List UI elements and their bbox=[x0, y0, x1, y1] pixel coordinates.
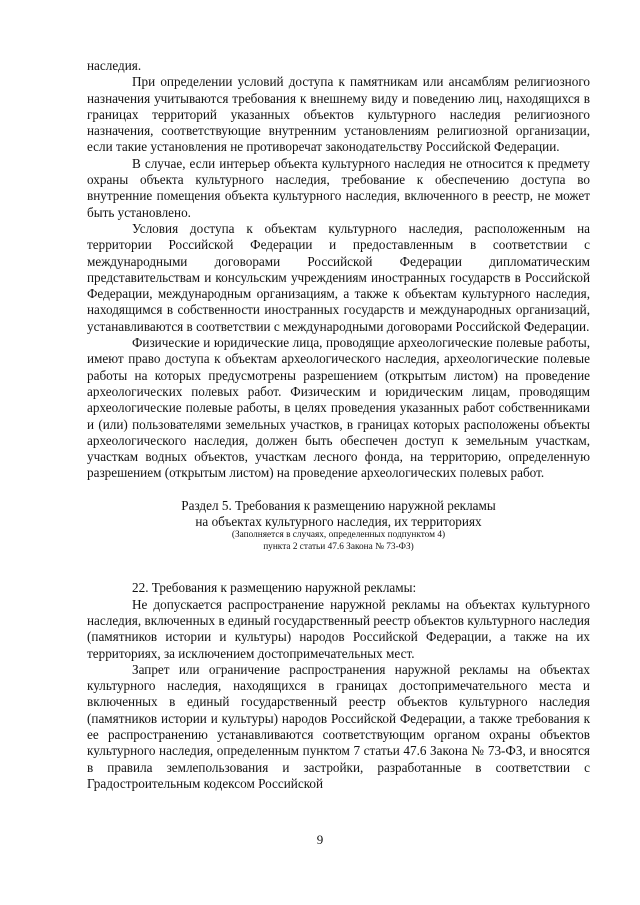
paragraph-archaeological-access: Физические и юридические лица, проводящие археологические полевые работы, имеют право доступа к объектам археологического наследия, археологические полевые работы на которых предусмотрены разрешением (открытым листом) на проведение археологических полевых работ. Физическим и юридическим лицам, проводящим археологические полевые работы, в целях проведения указанных работ собственниками и (или) пользователями земельных участков, в границах которых расположены объекты археологического наследия, должен быть обеспечен доступ к земельным участкам, участкам водных объектов, участкам лесного фонда, на территорию, определенную разрешением (открытым листом) на проведение археологических полевых работ. bbox=[87, 335, 590, 481]
section-note-line-1: (Заполняется в случаях, определенных подпунктом 4) bbox=[231, 530, 446, 541]
paragraph-ad-restriction: Запрет или ограничение распространения наружной рекламы на объектах культурного наследия, находящихся в границах достопримечательного места и включенных в единый государственный реестр объектов культурного наследия (памятников истории и культуры) народов Российской Федерации, а также требования к ее распространению устанавливаются соответствующим органом охраны объектов культурного наследия, определенным пунктом 7 статьи 47.6 Закона № 73-ФЗ, и вносятся в правила землепользования и застройки, разработанные в соответствии с Градостроительным кодексом Российской bbox=[87, 661, 590, 791]
paragraph-interior: В случае, если интерьер объекта культурного наследия не относится к предмету охраны объекта культурного наследия, требование к обеспечению доступа во внутренние помещения объекта культурного наследия, включенного в реестр, не может быть установлено. bbox=[87, 155, 590, 220]
page-number: 9 bbox=[316, 832, 324, 847]
section-heading bbox=[87, 498, 590, 554]
paragraph-ad-ban: Не допускается распространение наружной рекламы на объектах культурного наследия, включенных в единый государственный реестр объектов культурного наследия (памятников истории и культуры) народов Российской Федерации, а также на их территориях, за исключением достопримечательных мест. bbox=[87, 596, 590, 661]
section-title-line-1: Раздел 5. Требования к размещению наружной рекламы bbox=[181, 497, 496, 513]
paragraph-item-22: 22. Требования к размещению наружной рекламы: bbox=[132, 580, 417, 596]
section-title-line-2: на объектах культурного наследия, их территориях bbox=[195, 514, 482, 530]
paragraph-continuation: наследия. bbox=[87, 58, 142, 73]
section-note-line-2: пункта 2 статьи 47.6 Закона № 73-ФЗ) bbox=[263, 541, 414, 552]
advertising-requirements bbox=[87, 580, 590, 792]
paragraph-religious-access: При определении условий доступа к памятникам или ансамблям религиозного назначения учитываются требования к внешнему виду и поведению лиц, находящихся в границах территорий указанных объектов культурного наследия религиозного назначения, соответствующие внутренним установлениям религиозной организации, если такие установления не противоречат законодательству Российской Федерации. bbox=[87, 74, 590, 155]
paragraph-diplomatic-access: Условия доступа к объектам культурного наследия, расположенным на территории Российской Федерации и предоставленным в соответствии с международными договорами Российской Федерации дипломатическим представительствам и консульским учреждениям иностранных государств в Российской Федерации, международным организациям, а также к объектам культурного наследия, находящимся в собственности иностранных государств и международных организаций, устанавливаются в соответствии с международными договорами Российской Федерации. bbox=[87, 220, 590, 334]
